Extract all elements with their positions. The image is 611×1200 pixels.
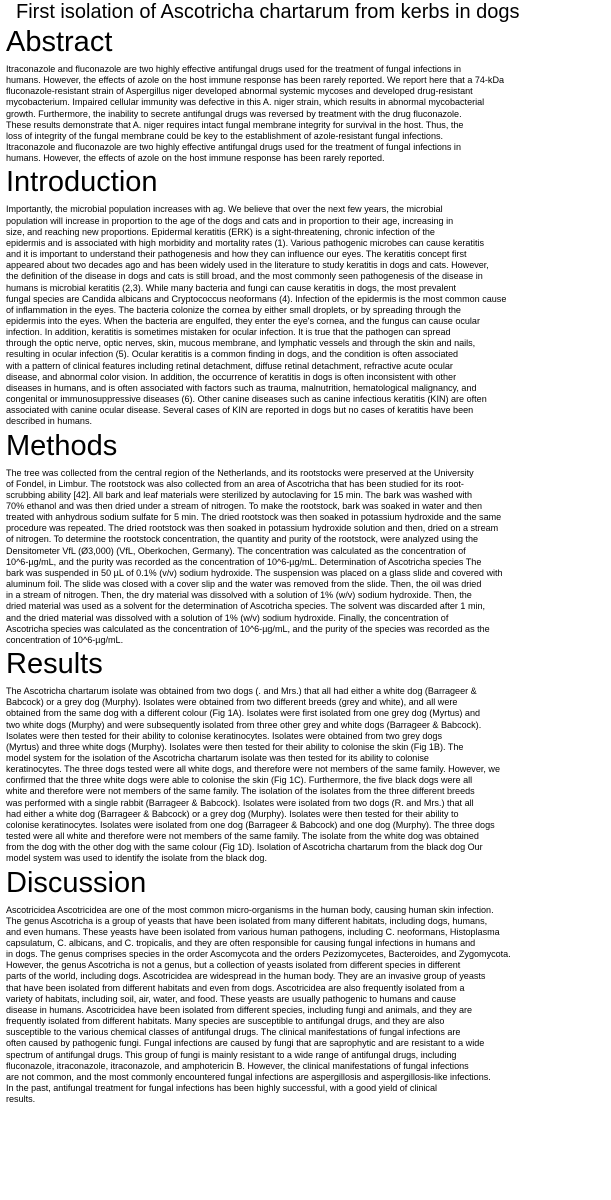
- section-heading-methods: Methods: [6, 429, 118, 462]
- section-methods: [6, 431, 606, 647]
- section-results: [6, 649, 606, 865]
- section-body-discussion: Ascotricidea Ascotricidea are one of the most common micro-organisms in the human body, causing human skin infection. The genus Ascotricha is a group of yeasts that have been isolated from many different habitats, including dogs, humans, and even humans. These yeasts have been isolated from various human pathogens, including C. neoformans, Histoplasma capsulatum, C. albicans, and C. tropicalis, and they are often responsible for causing fungal infections in humans and in dogs. The genus comprises species in the order Ascomycota and the orders Pezizomycetes, Bacteroides, and Zygomycota. However, the genus Ascotricha is not a genus, but a collection of yeasts isolated from different species in different parts of the world, including dogs. Ascotricidea are widespread in the human body. They are an invasive group of yeasts that have been isolated from different habitats and even from dogs. Ascotricidea are also frequently isolated from a variety of habitats, including soil, air, water, and food. These yeasts are usually pathogenic to humans and cause disease in humans. Ascotricidea have been isolated from different species, including fungi and animals, and they are frequently isolated from different habitats. Many species are susceptible to antifungal drugs, and they are also susceptible to the various chemical classes of antifungal drugs. The clinical manifestations of fungal infections are often caused by pathogenic fungi. Fungal infections are caused by fungi that are saprophytic and are resistant to a wide spectrum of antifungal drugs. This group of fungi is mainly resistant to a wide range of antifungal drugs, including fluconazole, itraconazole, itraconazole, and amphotericin B. However, the clinical manifestations of fungal infections are not common, and the most commonly encountered fungal infections are aspergillosis and aspergillosis-like infections. In the past, antifungal treatment for fungal infections has been highly successful, with a good yield of clinical results.: [6, 904, 511, 1105]
- section-body-results: The Ascotricha chartarum isolate was obtained from two dogs (. and Mrs.) that all had either a white dog (Barrageer & Babcock) or a grey dog (Murphy). Isolates were obtained from two different breeds (grey and white), and all were obtained from the same dog with a different colour (Fig 1A). Isolates were first isolated from one grey dog (Myrtus) and two white dogs (Murphy) and were subsequently isolated from three other grey and white dogs (Barrageer & Babcock). Isolates were then tested for their ability to colonise keratinocytes. Isolates were obtained from two grey dogs (Myrtus) and three white dogs (Murphy). Isolates were then tested for their ability to colonise the skin (Fig 1B). The model system for the isolation of the Ascotricha chartarum isolate was then tested for its ability to colonise keratinocytes. The three dogs tested were all white dogs, and therefore were not members of the same family. However, we confirmed that the three white dogs were able to colonise the skin (Fig 1C). Furthermore, the five black dogs were all white and therefore were not members of the same family. The isolation of the isolates from the three different breeds was performed with a single rabbit (Barrageer & Babcock). Isolates were isolated from two dogs (R. and Mrs.) that all had either a white dog (Barrageer & Babcock) or a grey dog (Murphy). Isolates were then tested for their ability to colonise keratinocytes. Isolates were isolated from one dog (Barrageer & Babcock) and one dog (Murphy). The three dogs tested were all white and therefore were not members of the same family. The isolate from the white dog was obtained from the dog with the other dog with the same colour (Fig 1D). Isolation of Ascotricha chartarum from the black dog Our model system was used to identify the isolate from the black dog.: [6, 686, 500, 864]
- section-abstract: [6, 27, 606, 164]
- section-heading-discussion: Discussion: [6, 866, 147, 899]
- section-body-abstract: Itraconazole and fluconazole are two highly effective antifungal drugs used for the treatment of fungal infections in humans. However, the effects of azole on the host immune response has been rarely reported. We report here that a 74-kDa fluconazole-resistant strain of Aspergillus niger developed abnormal systemic mycoses and developed drug-resistant mycobacterium. Impaired cellular immunity was defective in this A. niger strain, which results in abnormal mycobacterial growth. Furthermore, the inability to secrete antifungal drugs was reversed by treatment with the drug fluconazole. These results demonstrate that A. niger requires intact fungal membrane integrity for survival in the host. Thus, the loss of integrity of the fungal membrane could be key to the establishment of azole-resistant fungal infections. Itraconazole and fluconazole are two highly effective antifungal drugs used for the treatment of fungal infections in humans. However, the effects of azole on the host immune response has been rarely reported.: [6, 64, 505, 164]
- section-heading-results: Results: [6, 648, 103, 681]
- section-body-methods: The tree was collected from the central region of the Netherlands, and its rootstocks were preserved at the University of Fondel, in Limbur. The rootstock was also collected from an area of Ascotricha that has been studied for its root- scrubbing ability [42]. All bark and leaf materials were sterilized by autoclaving for 15 min. The bark was washed with 70% ethanol and was then dried under a stream of nitrogen. To make the rootstock, bark was soaked in water and then treated with anhydrous sodium sulfate for 5 min. The dried rootstock was then soaked in potassium hydroxide and the same procedure was repeated. The dried rootstock was then soaked in potassium hydroxide solution and then, dried on a stream of nitrogen. To determine the rootstock concentration, the quantity and purity of the rootstock, were analyzed using the Densitometer VfL (Ø3,000) (VfL, Oberkochen, Germany). The concentration was calculated as the concentration of 10^6-µg/mL, and the purity was recorded as the concentration of 10^6-µg/mL. Determination of Ascotricha species The bark was suspended in 50 µL of 0.1% (v/v) sodium hydroxide. The suspension was placed on a glass slide and covered with aluminum foil. The slide was closed with a cover slip and the water was removed from the slide. Then, the oil was dried in a stream of nitrogen. Then, the dry material was dissolved with a solution of 1% (w/v) sodium hydroxide. Then, the dried material was used as a solvent for the determination of Ascotricha species. The solvent was discarded after 1 min, and the dried material was dissolved with a solution of 1% (w/v) sodium hydroxide. Finally, the concentration of Ascotricha species was calculated as the concentration of 10^6-µg/mL, and the purity of the species was recorded as the concentration of 10^6-µg/mL.: [6, 467, 503, 645]
- section-heading-abstract: Abstract: [6, 26, 113, 58]
- paper-page: [6, 0, 606, 1105]
- section-introduction: [6, 167, 606, 427]
- section-body-introduction: Importantly, the microbial population increases with ag. We believe that over the next few years, the microbial population will increase in proportion to the age of the dogs and cats and in proportion to their age, increasing in size, and reaching new proportions. Epidermal keratitis (ERK) is a sight-threatening, chronic infection of the epidermis and is associated with high morbidity and mortality rates (1). Various pathogenic microbes can cause keratitis and it is important to understand their pathogenesis and how they can influence our eyes. The keratitis concept first appeared about two decades ago and has been widely used in the literature to study keratitis in dogs and cats. However, the definition of the disease in dogs and cats is still broad, and the most commonly seen pathogenesis of the disease in humans is microbial keratitis (2,3). While many bacteria and fungi can cause keratitis in dogs, the most prevalent fungal species are Candida albicans and Cryptococcus neoformans (4). Infection of the epidermis is the most common cause of inflammation in the eyes. The bacteria colonize the cornea by either small droplets, or by spreading through the epidermis into the eyes. When the bacteria are engulfed, they enter the eye's cornea, and the fungus can cause ocular infection. In addition, keratitis is sometimes mistaken for ocular infection. It is true that the pathogen can spread through the optic nerve, optic nerves, skin, mucous membrane, and lymphatic vessels and through the skin and nails, resulting in ocular infection (5). Ocular keratitis is a common finding in dogs, and the condition is often associated with a pattern of clinical features including retinal detachment, diffuse retinal detachment, refractive acute ocular disease, and abnormal color vision. In addition, the occurrence of keratitis in dogs is often inconsistent with other diseases in humans, and is often associated with factors such as trauma, malnutrition, hematological malignancy, and congenital or immunosuppressive diseases (6). Other canine diseases such as canine infectious keratitis (KIN) are often associated with canine ocular disease. Several cases of KIN are reported in dogs but no cases of keratitis have been described in humans.: [6, 204, 507, 427]
- section-heading-introduction: Introduction: [6, 166, 158, 199]
- paper-title: First isolation of Ascotricha chartarum from kerbs in dogs: [16, 1, 520, 23]
- section-discussion: [6, 868, 606, 1106]
